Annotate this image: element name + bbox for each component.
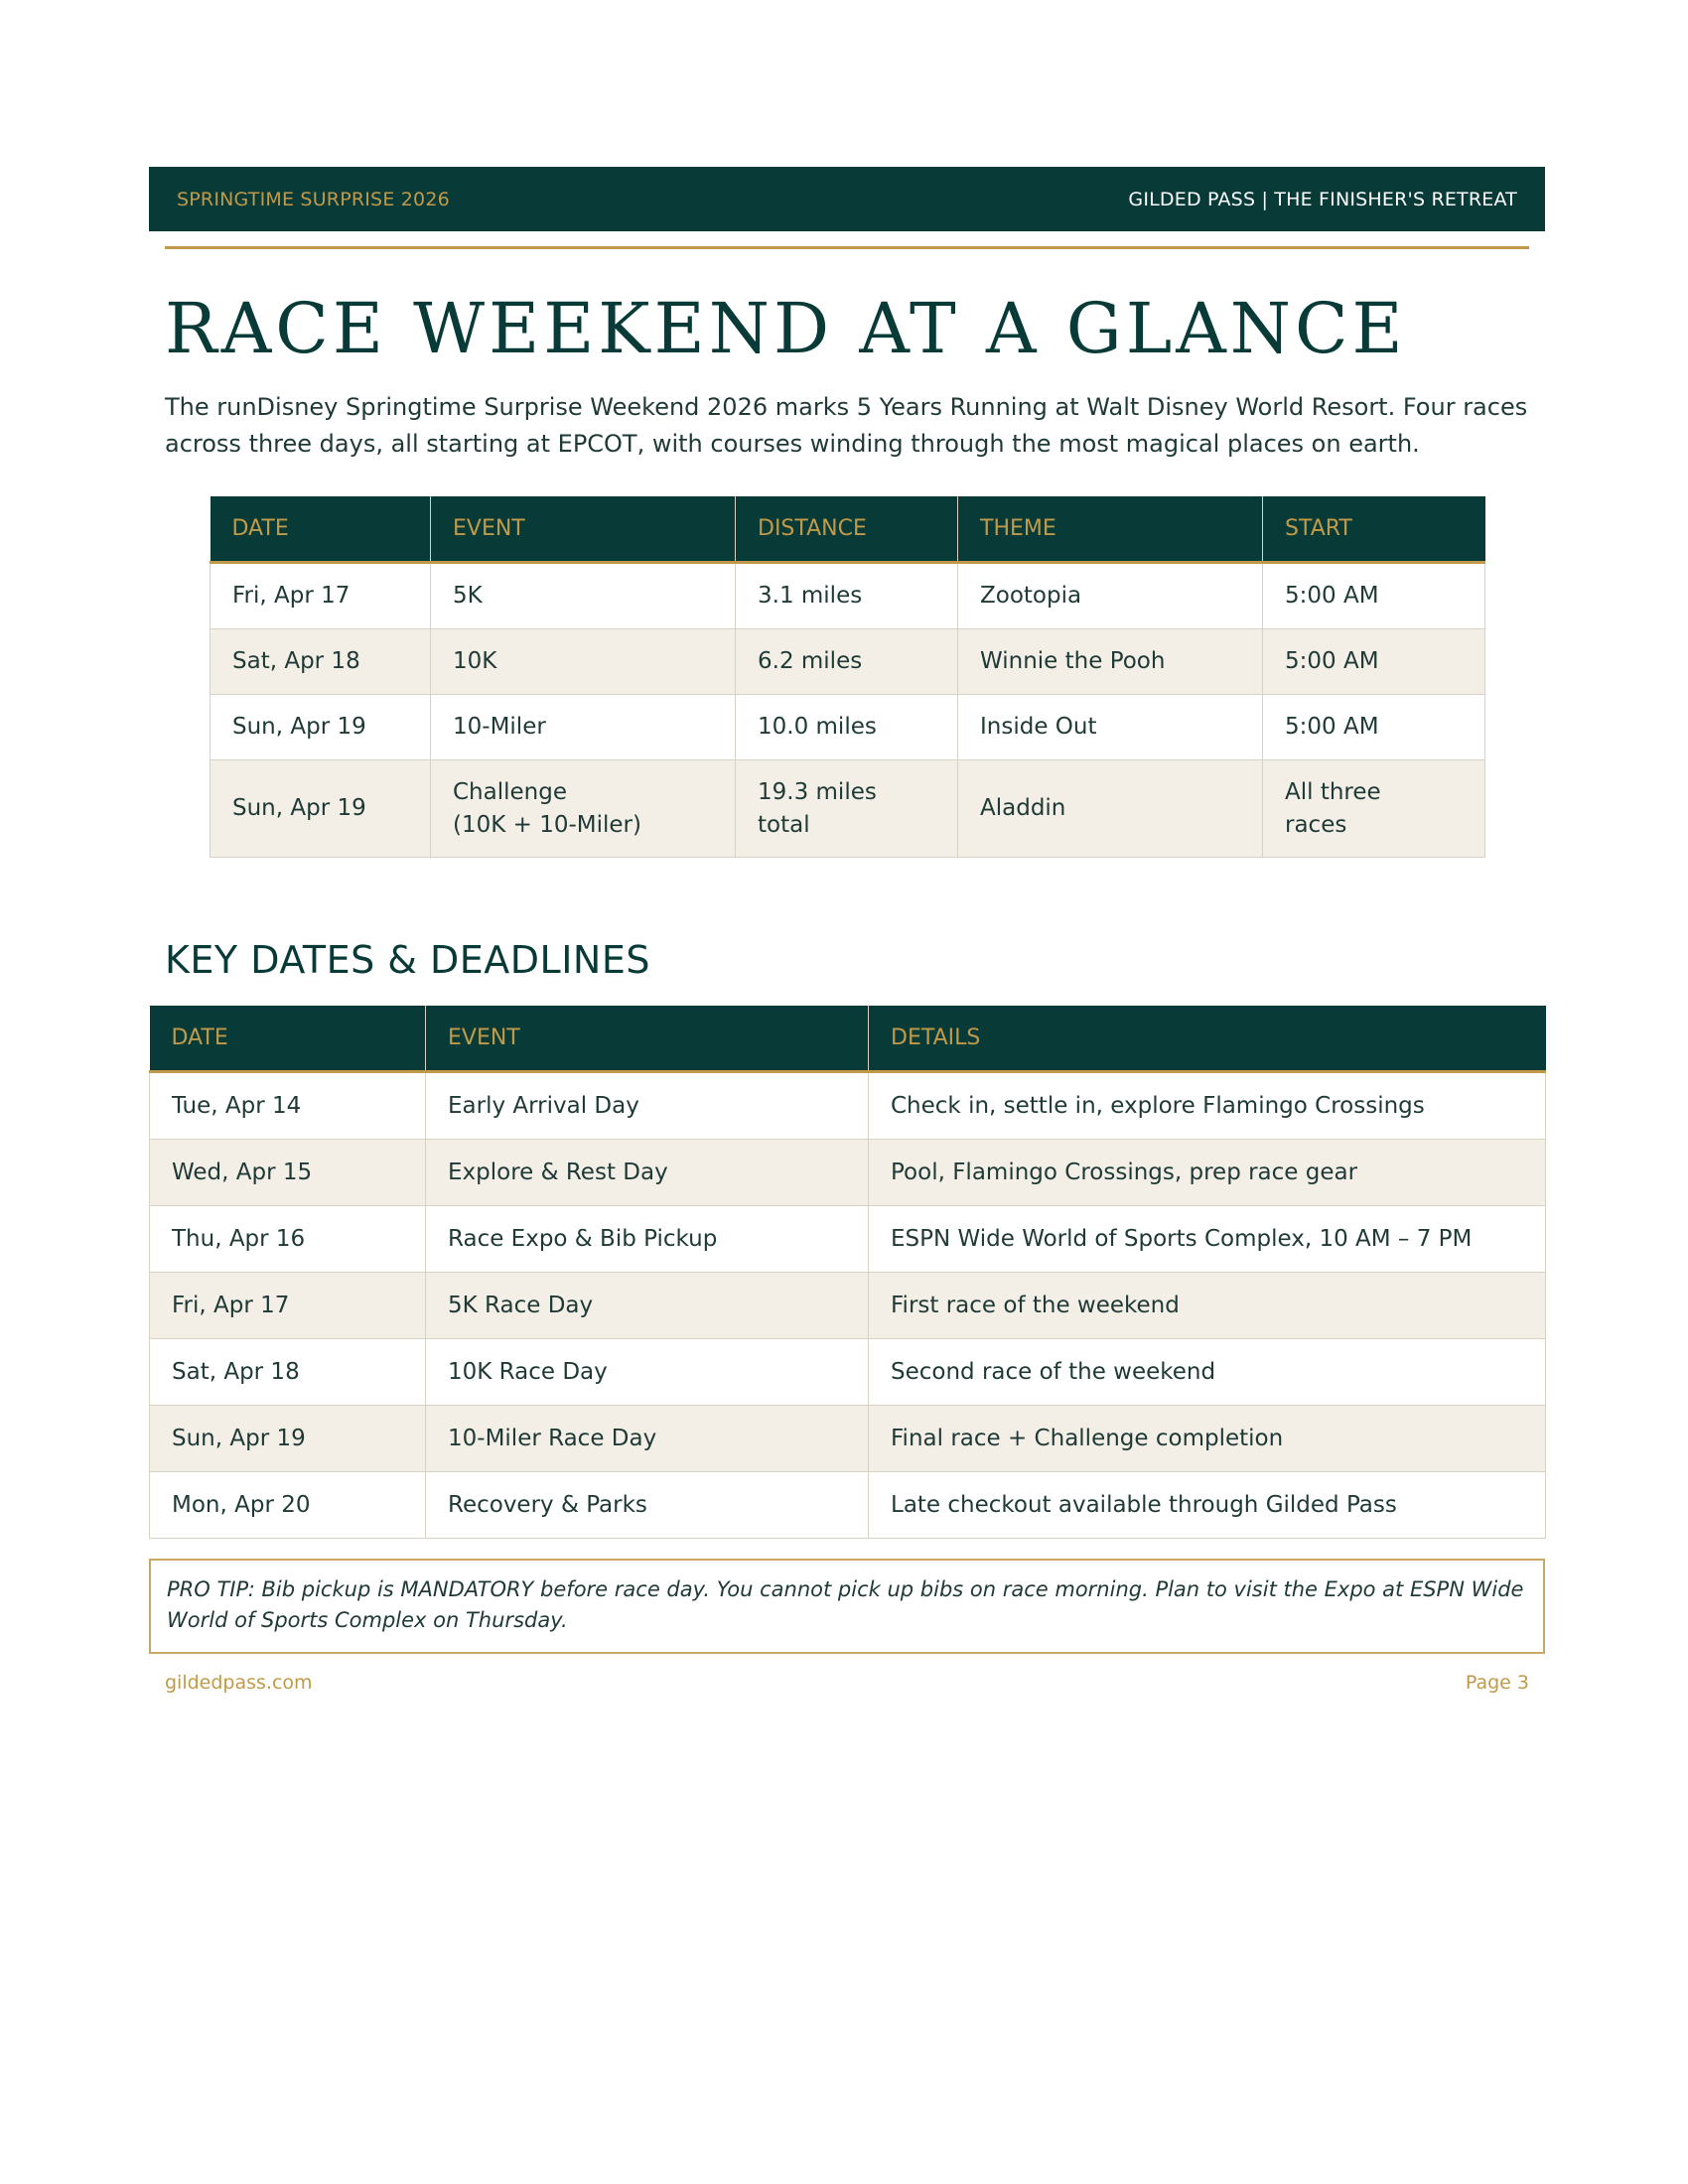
race-date: Sun, Apr 19 — [211, 760, 431, 858]
race-theme: Aladdin — [958, 760, 1263, 858]
key-event: Race Expo & Bib Pickup — [426, 1206, 869, 1273]
intro-paragraph: The runDisney Springtime Surprise Weekend 2026 marks 5 Years Running at Walt Disney World Resort. Four races across three days, all starting at EPCOT, with courses winding through the most magical places on earth. — [165, 393, 1528, 458]
key-dates-table — [149, 1006, 1546, 1539]
race-theme: Zootopia — [958, 563, 1263, 629]
column-header-event: EVENT — [431, 496, 736, 563]
column-header-distance: DISTANCE — [736, 496, 958, 563]
key-dates-header-row — [150, 1006, 1546, 1072]
race-event: 10K — [431, 629, 736, 695]
race-start: All three races — [1263, 760, 1485, 858]
race-date: Sat, Apr 18 — [211, 629, 431, 695]
table-row — [211, 563, 1485, 629]
race-date: Sun, Apr 19 — [211, 695, 431, 760]
table-row — [211, 629, 1485, 695]
race-distance: 10.0 miles — [736, 695, 958, 760]
race-start: 5:00 AM — [1263, 695, 1485, 760]
key-event: Explore & Rest Day — [426, 1140, 869, 1206]
key-details: Second race of the weekend — [869, 1339, 1546, 1406]
header-brand: GILDED PASS | THE FINISHER'S RETREAT — [1128, 188, 1517, 210]
header-band — [149, 167, 1545, 231]
table-row — [211, 695, 1485, 760]
column-header-date: DATE — [211, 496, 431, 563]
race-theme: Inside Out — [958, 695, 1263, 760]
table-row — [150, 1206, 1546, 1273]
column-header-event: EVENT — [426, 1006, 869, 1072]
key-date: Thu, Apr 16 — [150, 1206, 426, 1273]
key-event: Recovery & Parks — [426, 1472, 869, 1539]
race-start: 5:00 AM — [1263, 629, 1485, 695]
header-event-name: SPRINGTIME SURPRISE 2026 — [177, 188, 450, 210]
key-date: Sat, Apr 18 — [150, 1339, 426, 1406]
column-header-start: START — [1263, 496, 1485, 563]
key-details: Pool, Flamingo Crossings, prep race gear — [869, 1140, 1546, 1206]
table-row — [150, 1406, 1546, 1472]
key-details: Check in, settle in, explore Flamingo Crossings — [869, 1072, 1546, 1140]
pro-tip-callout: PRO TIP: Bib pickup is MANDATORY before race day. You cannot pick up bibs on race morning. Plan to visit the Expo at ESPN Wide World of Sports Complex on Thursday. — [149, 1559, 1545, 1654]
race-event: 5K — [431, 563, 736, 629]
table-row — [150, 1472, 1546, 1539]
key-date: Fri, Apr 17 — [150, 1273, 426, 1339]
race-start: 5:00 AM — [1263, 563, 1485, 629]
table-row — [150, 1072, 1546, 1140]
table-row — [150, 1339, 1546, 1406]
key-details: Late checkout available through Gilded Pass — [869, 1472, 1546, 1539]
key-date: Tue, Apr 14 — [150, 1072, 426, 1140]
race-distance: 3.1 miles — [736, 563, 958, 629]
race-table-header-row — [211, 496, 1485, 563]
key-event: Early Arrival Day — [426, 1072, 869, 1140]
page-title: RACE WEEKEND AT A GLANCE — [165, 288, 1407, 369]
race-distance: 6.2 miles — [736, 629, 958, 695]
key-details: Final race + Challenge completion — [869, 1406, 1546, 1472]
race-event: Challenge (10K + 10-Miler) — [431, 760, 736, 858]
column-header-theme: THEME — [958, 496, 1263, 563]
key-event: 5K Race Day — [426, 1273, 869, 1339]
section-title-key-dates: KEY DATES & DEADLINES — [165, 938, 650, 982]
table-row — [150, 1273, 1546, 1339]
key-details: First race of the weekend — [869, 1273, 1546, 1339]
footer-page-number: Page 3 — [1465, 1672, 1529, 1694]
race-theme: Winnie the Pooh — [958, 629, 1263, 695]
key-details: ESPN Wide World of Sports Complex, 10 AM – 7 PM — [869, 1206, 1546, 1273]
key-date: Mon, Apr 20 — [150, 1472, 426, 1539]
key-event: 10K Race Day — [426, 1339, 869, 1406]
key-date: Sun, Apr 19 — [150, 1406, 426, 1472]
table-row — [211, 760, 1485, 858]
race-event: 10-Miler — [431, 695, 736, 760]
table-row — [150, 1140, 1546, 1206]
race-date: Fri, Apr 17 — [211, 563, 431, 629]
key-date: Wed, Apr 15 — [150, 1140, 426, 1206]
race-table — [210, 496, 1485, 858]
race-distance: 19.3 miles total — [736, 760, 958, 858]
footer-website: gildedpass.com — [165, 1672, 313, 1694]
column-header-date: DATE — [150, 1006, 426, 1072]
column-header-details: DETAILS — [869, 1006, 1546, 1072]
key-event: 10-Miler Race Day — [426, 1406, 869, 1472]
gold-divider — [165, 246, 1529, 249]
